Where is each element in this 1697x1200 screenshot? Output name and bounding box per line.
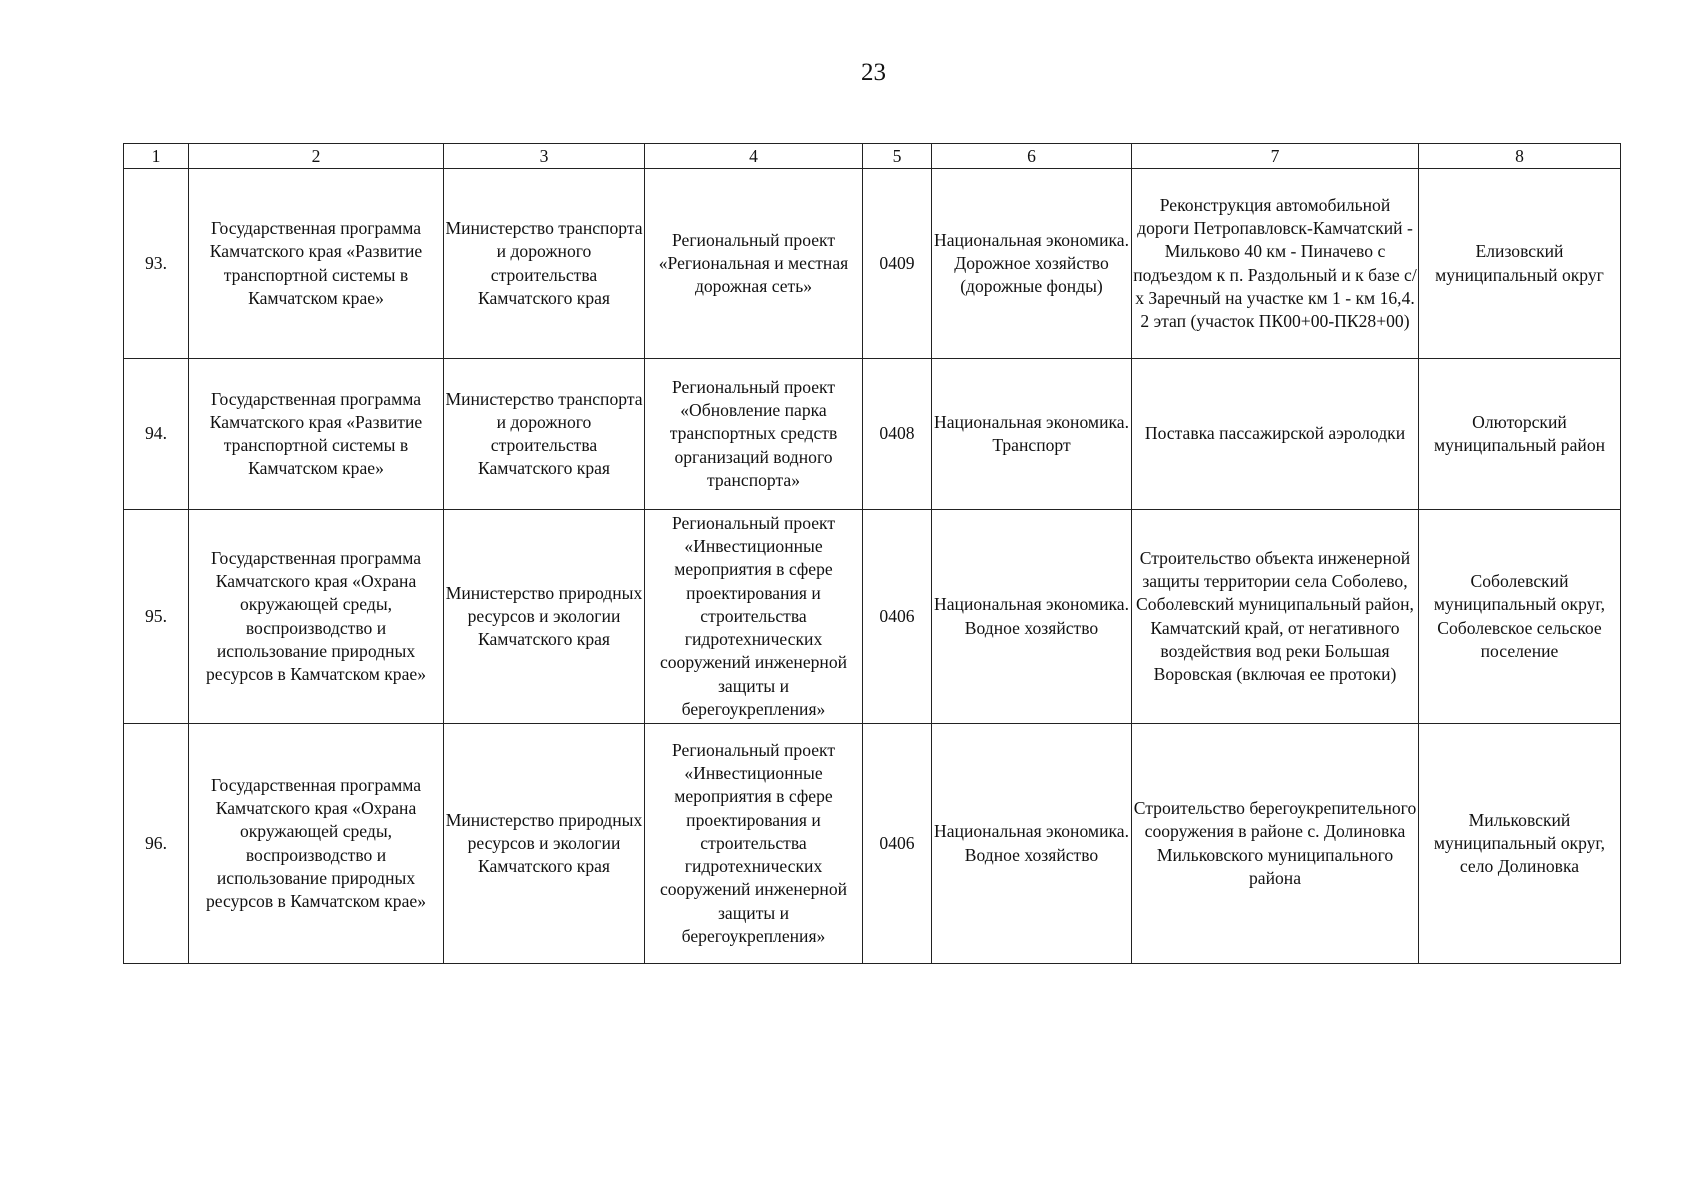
project-cell: Региональный проект «Инвестиционные мероприятия в сфере проектирования и строительства гидротехнических сооружений инженерной защиты и берегоукрепления» (645, 724, 863, 964)
program-cell: Государственная программа Камчатского края «Охрана окружающей среды, воспроизводство и использование природных ресурсов в Камчатском крае» (189, 510, 444, 724)
header-row (124, 144, 1621, 169)
header-cell: 2 (189, 144, 444, 169)
table-row (124, 359, 1621, 510)
municipality-cell: Мильковский муниципальный округ, село Долиновка (1419, 724, 1621, 964)
header-cell: 7 (1132, 144, 1419, 169)
project-cell: Региональный проект «Инвестиционные мероприятия в сфере проектирования и строительства гидротехнических сооружений инженерной защиты и берегоукрепления» (645, 510, 863, 724)
object-cell: Строительство объекта инженерной защиты территории села Соболево, Соболевский муниципальный район, Камчатский край, от негативного воздействия вод реки Большая Воровская (включая ее протоки) (1132, 510, 1419, 724)
header-cell: 5 (863, 144, 932, 169)
program-cell: Государственная программа Камчатского края «Охрана окружающей среды, воспроизводство и использование природных ресурсов в Камчатском крае» (189, 724, 444, 964)
code-cell: 0406 (863, 510, 932, 724)
header-cell: 6 (932, 144, 1132, 169)
row-number-cell: 96. (124, 724, 189, 964)
table-row (124, 510, 1621, 724)
section-cell: Национальная экономика. Водное хозяйство (932, 724, 1132, 964)
header-cell: 1 (124, 144, 189, 169)
program-cell: Государственная программа Камчатского края «Развитие транспортной системы в Камчатском крае» (189, 169, 444, 359)
table-row (124, 724, 1621, 964)
program-cell: Государственная программа Камчатского края «Развитие транспортной системы в Камчатском крае» (189, 359, 444, 510)
object-cell: Строительство берегоукрепительного сооружения в районе с. Долиновка Мильковского муниципального района (1132, 724, 1419, 964)
ministry-cell: Министерство транспорта и дорожного строительства Камчатского края (444, 169, 645, 359)
table-row (124, 169, 1621, 359)
data-table (123, 143, 1621, 964)
object-cell: Поставка пассажирской аэролодки (1132, 359, 1419, 510)
ministry-cell: Министерство природных ресурсов и экологии Камчатского края (444, 724, 645, 964)
ministry-cell: Министерство транспорта и дорожного строительства Камчатского края (444, 359, 645, 510)
row-number-cell: 93. (124, 169, 189, 359)
row-number-cell: 95. (124, 510, 189, 724)
municipality-cell: Олюторский муниципальный район (1419, 359, 1621, 510)
project-cell: Региональный проект «Региональная и местная дорожная сеть» (645, 169, 863, 359)
header-cell: 4 (645, 144, 863, 169)
code-cell: 0408 (863, 359, 932, 510)
header-cell: 3 (444, 144, 645, 169)
object-cell: Реконструкция автомобильной дороги Петропавловск-Камчатский - Мильково 40 км - Пиначево с подъездом к п. Раздольный и к базе с/х Заречный на участке км 1 - км 16,4. 2 этап (участок ПК00+00-ПК28+00) (1132, 169, 1419, 359)
code-cell: 0406 (863, 724, 932, 964)
page-number: 23 (861, 59, 886, 86)
section-cell: Национальная экономика. Водное хозяйство (932, 510, 1132, 724)
municipality-cell: Соболевский муниципальный округ, Соболевское сельское поселение (1419, 510, 1621, 724)
code-cell: 0409 (863, 169, 932, 359)
row-number-cell: 94. (124, 359, 189, 510)
ministry-cell: Министерство природных ресурсов и экологии Камчатского края (444, 510, 645, 724)
section-cell: Национальная экономика. Дорожное хозяйство (дорожные фонды) (932, 169, 1132, 359)
header-cell: 8 (1419, 144, 1621, 169)
project-cell: Региональный проект «Обновление парка транспортных средств организаций водного транспорта» (645, 359, 863, 510)
municipality-cell: Елизовский муниципальный округ (1419, 169, 1621, 359)
section-cell: Национальная экономика. Транспорт (932, 359, 1132, 510)
